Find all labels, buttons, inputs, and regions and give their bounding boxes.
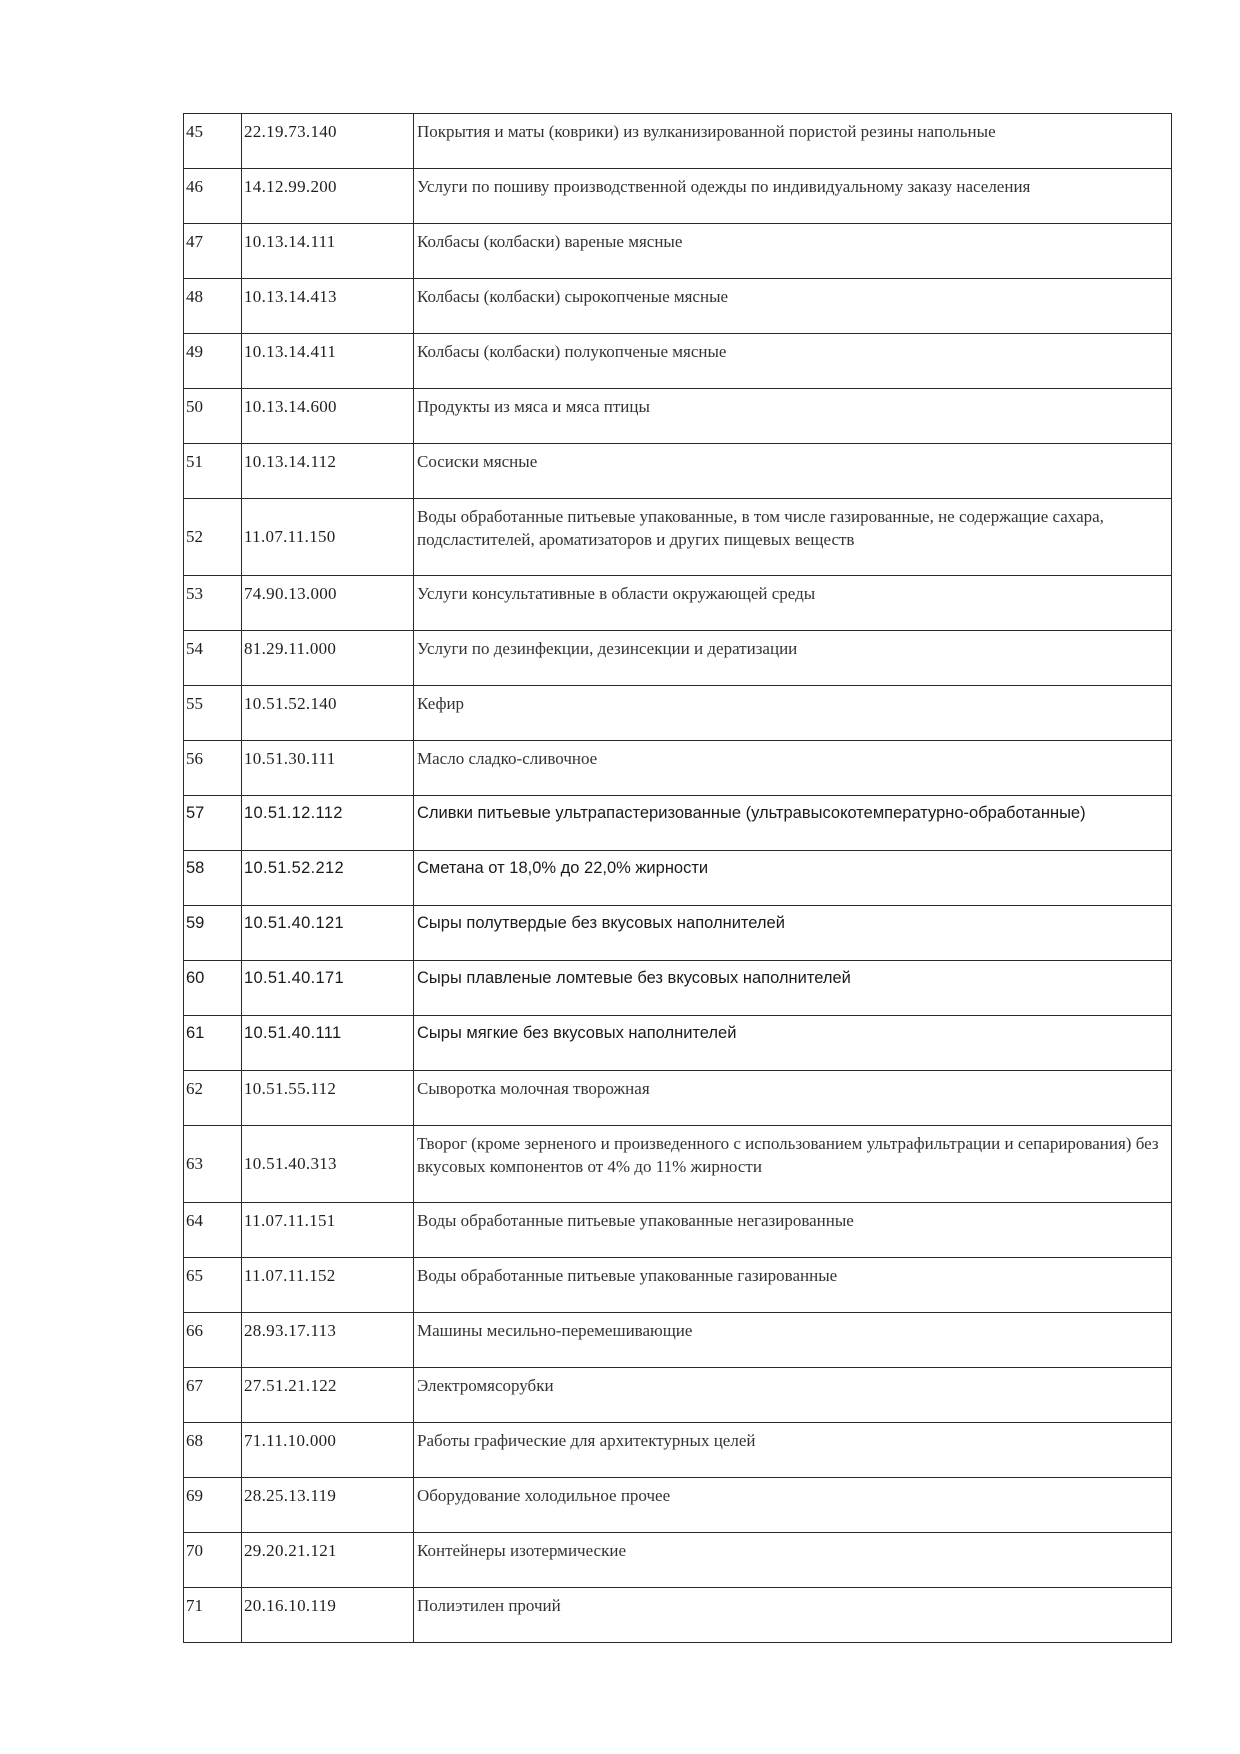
- okpd-code: 29.20.21.121: [242, 1533, 414, 1588]
- okpd-code: 81.29.11.000: [242, 631, 414, 686]
- table-row: [184, 576, 1172, 631]
- row-number: 50: [184, 389, 242, 444]
- item-name: Сметана от 18,0% до 22,0% жирности: [414, 851, 1172, 906]
- table-row: [184, 741, 1172, 796]
- table-row: [184, 1313, 1172, 1368]
- item-name: Услуги по дезинфекции, дезинсекции и дератизации: [414, 631, 1172, 686]
- item-name: Контейнеры изотермические: [414, 1533, 1172, 1588]
- item-name: Масло сладко-сливочное: [414, 741, 1172, 796]
- row-number: 58: [184, 851, 242, 906]
- table-row: [184, 389, 1172, 444]
- row-number: 56: [184, 741, 242, 796]
- okpd-code: 27.51.21.122: [242, 1368, 414, 1423]
- okpd-code: 10.51.40.111: [242, 1016, 414, 1071]
- okpd-code: 10.51.52.140: [242, 686, 414, 741]
- okpd-code: 11.07.11.152: [242, 1258, 414, 1313]
- row-number: 57: [184, 796, 242, 851]
- table-row: [184, 1478, 1172, 1533]
- table-row: [184, 686, 1172, 741]
- row-number: 59: [184, 906, 242, 961]
- table-row: [184, 334, 1172, 389]
- table-row: [184, 796, 1172, 851]
- item-name: Услуги по пошиву производственной одежды по индивидуальному заказу населения: [414, 169, 1172, 224]
- item-name: Сливки питьевые ультрапастеризованные (ультравысокотемпературно-обработанные): [414, 796, 1172, 851]
- item-name: Работы графические для архитектурных целей: [414, 1423, 1172, 1478]
- item-name: Покрытия и маты (коврики) из вулканизированной пористой резины напольные: [414, 114, 1172, 169]
- item-name: Продукты из мяса и мяса птицы: [414, 389, 1172, 444]
- okpd-code: 10.13.14.600: [242, 389, 414, 444]
- table-row: [184, 1368, 1172, 1423]
- okpd-code: 20.16.10.119: [242, 1588, 414, 1643]
- table-row: [184, 906, 1172, 961]
- okpd-code: 10.13.14.112: [242, 444, 414, 499]
- row-number: 61: [184, 1016, 242, 1071]
- row-number: 52: [184, 499, 242, 576]
- okpd-code: 10.51.55.112: [242, 1071, 414, 1126]
- item-name: Сыры мягкие без вкусовых наполнителей: [414, 1016, 1172, 1071]
- okpd-code: 10.13.14.413: [242, 279, 414, 334]
- okpd-code: 22.19.73.140: [242, 114, 414, 169]
- okpd-table: [183, 113, 1172, 1643]
- table-row: [184, 1533, 1172, 1588]
- table-row: [184, 1423, 1172, 1478]
- okpd-code: 11.07.11.151: [242, 1203, 414, 1258]
- row-number: 55: [184, 686, 242, 741]
- okpd-code: 10.51.40.121: [242, 906, 414, 961]
- item-name: Творог (кроме зерненого и произведенного с использованием ультрафильтрации и сепарирования) без вкусовых компонентов от 4% до 11% жирности: [414, 1126, 1172, 1203]
- row-number: 45: [184, 114, 242, 169]
- table-row: [184, 114, 1172, 169]
- row-number: 65: [184, 1258, 242, 1313]
- okpd-code: 74.90.13.000: [242, 576, 414, 631]
- row-number: 60: [184, 961, 242, 1016]
- row-number: 66: [184, 1313, 242, 1368]
- row-number: 54: [184, 631, 242, 686]
- okpd-code: 28.25.13.119: [242, 1478, 414, 1533]
- okpd-code: 10.51.52.212: [242, 851, 414, 906]
- row-number: 51: [184, 444, 242, 499]
- row-number: 67: [184, 1368, 242, 1423]
- item-name: Сыры плавленые ломтевые без вкусовых наполнителей: [414, 961, 1172, 1016]
- row-number: 71: [184, 1588, 242, 1643]
- row-number: 68: [184, 1423, 242, 1478]
- table-row: [184, 1126, 1172, 1203]
- okpd-code: 10.51.40.313: [242, 1126, 414, 1203]
- row-number: 47: [184, 224, 242, 279]
- okpd-code: 10.13.14.411: [242, 334, 414, 389]
- item-name: Колбасы (колбаски) сырокопченые мясные: [414, 279, 1172, 334]
- table-row: [184, 1016, 1172, 1071]
- item-name: Электромясорубки: [414, 1368, 1172, 1423]
- table-row: [184, 499, 1172, 576]
- item-name: Оборудование холодильное прочее: [414, 1478, 1172, 1533]
- row-number: 64: [184, 1203, 242, 1258]
- item-name: Услуги консультативные в области окружающей среды: [414, 576, 1172, 631]
- item-name: Сыворотка молочная творожная: [414, 1071, 1172, 1126]
- item-name: Воды обработанные питьевые упакованные, в том числе газированные, не содержащие сахара, подсластителей, ароматизаторов и других пищевых веществ: [414, 499, 1172, 576]
- item-name: Воды обработанные питьевые упакованные газированные: [414, 1258, 1172, 1313]
- row-number: 63: [184, 1126, 242, 1203]
- table-row: [184, 279, 1172, 334]
- item-name: Колбасы (колбаски) полукопченые мясные: [414, 334, 1172, 389]
- item-name: Колбасы (колбаски) вареные мясные: [414, 224, 1172, 279]
- table-row: [184, 224, 1172, 279]
- table-row: [184, 1258, 1172, 1313]
- row-number: 53: [184, 576, 242, 631]
- item-name: Сосиски мясные: [414, 444, 1172, 499]
- row-number: 70: [184, 1533, 242, 1588]
- row-number: 69: [184, 1478, 242, 1533]
- table-row: [184, 1203, 1172, 1258]
- table-row: [184, 169, 1172, 224]
- row-number: 49: [184, 334, 242, 389]
- okpd-code: 10.51.30.111: [242, 741, 414, 796]
- item-name: Воды обработанные питьевые упакованные негазированные: [414, 1203, 1172, 1258]
- row-number: 62: [184, 1071, 242, 1126]
- table-row: [184, 1071, 1172, 1126]
- table-row: [184, 961, 1172, 1016]
- item-name: Полиэтилен прочий: [414, 1588, 1172, 1643]
- table-row: [184, 631, 1172, 686]
- okpd-code: 11.07.11.150: [242, 499, 414, 576]
- okpd-code: 10.51.40.171: [242, 961, 414, 1016]
- okpd-code: 14.12.99.200: [242, 169, 414, 224]
- table-row: [184, 1588, 1172, 1643]
- table-row: [184, 851, 1172, 906]
- item-name: Кефир: [414, 686, 1172, 741]
- row-number: 48: [184, 279, 242, 334]
- okpd-code: 10.13.14.111: [242, 224, 414, 279]
- item-name: Машины месильно-перемешивающие: [414, 1313, 1172, 1368]
- okpd-code: 71.11.10.000: [242, 1423, 414, 1478]
- okpd-code: 10.51.12.112: [242, 796, 414, 851]
- item-name: Сыры полутвердые без вкусовых наполнителей: [414, 906, 1172, 961]
- row-number: 46: [184, 169, 242, 224]
- okpd-code: 28.93.17.113: [242, 1313, 414, 1368]
- okpd-table-body: [184, 114, 1172, 1643]
- table-row: [184, 444, 1172, 499]
